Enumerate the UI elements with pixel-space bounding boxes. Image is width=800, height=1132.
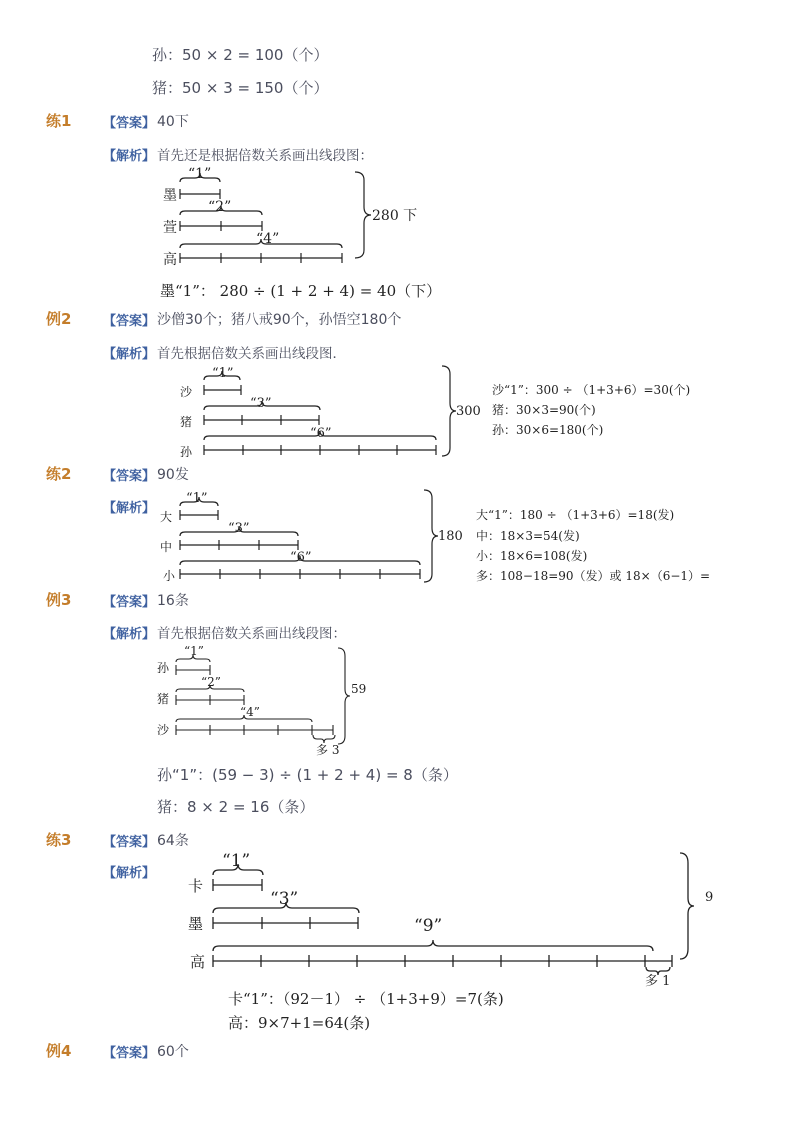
analysis-tag: 【解析】 xyxy=(103,501,156,516)
analysis-text: 首先根据倍数关系画出线段图： xyxy=(157,626,346,642)
solution-line: 孙“1”：(59 − 3) ÷ (1 + 2 + 4) = 8（条） xyxy=(157,766,458,784)
formula-line: 墨“1”： 280 ÷ (1 + 2 + 4) = 40（下） xyxy=(160,282,442,300)
answer-text: 40下 xyxy=(157,114,189,130)
analysis-tag: 【解析】 xyxy=(103,627,156,642)
formula-line: 高：9×7+1=64(条) xyxy=(228,1014,371,1032)
row-label: 孙 xyxy=(157,661,170,675)
row-label: 高 xyxy=(190,953,206,971)
bracket-label: “1” xyxy=(222,851,251,871)
answer-text: 64条 xyxy=(157,833,189,849)
bracket-label: “4” xyxy=(240,705,260,719)
analysis-tag: 【解析】 xyxy=(103,866,156,881)
total-label: 59 xyxy=(351,682,367,696)
total-label: 9 xyxy=(705,890,714,905)
bracket-label: “2” xyxy=(208,199,232,215)
note-line: 孙：30×6=180(个) xyxy=(492,423,604,437)
note-line: 中：18×3=54(发) xyxy=(476,529,580,543)
formula-line: 卡“1”：（92－1） ÷ （1+3+9）=7(条) xyxy=(228,990,504,1008)
bracket-label: “3” xyxy=(270,889,299,909)
total-label: 300 xyxy=(456,404,481,419)
note-line: 多：108−18=90（发）或 18×（6−1）= xyxy=(476,569,711,583)
solution-line: 猪：8 × 2 = 16（条） xyxy=(157,798,315,816)
row-label: 小 xyxy=(163,569,176,583)
row-label: 孙 xyxy=(180,445,193,459)
answer-text: 60个 xyxy=(157,1044,189,1060)
answer-text: 90发 xyxy=(157,467,189,483)
bracket-label: “6” xyxy=(310,426,332,441)
note-line: 大“1”：180 ÷ （1+3+6）=18(发) xyxy=(476,508,675,522)
bracket-label: “3” xyxy=(228,521,250,536)
solution-line: 孙：50 × 2 = 100（个） xyxy=(152,46,329,64)
total-label: 280 下 xyxy=(372,208,418,224)
bracket-label: “1” xyxy=(186,491,208,506)
analysis-tag: 【解析】 xyxy=(103,149,156,164)
answer-tag: 【答案】 xyxy=(103,314,156,329)
row-label: 墨 xyxy=(188,915,204,933)
analysis-tag: 【解析】 xyxy=(103,347,156,362)
extra-label: 多 1 xyxy=(645,974,671,989)
answer-tag: 【答案】 xyxy=(103,595,156,610)
row-label: 大 xyxy=(160,510,173,524)
row-label: 沙 xyxy=(157,723,170,737)
answer-tag: 【答案】 xyxy=(103,835,156,850)
analysis-text: 首先根据倍数关系画出线段图． xyxy=(157,346,346,362)
note-line: 小：18×6=108(发) xyxy=(476,549,588,563)
bracket-label: “1” xyxy=(212,366,234,381)
exercise-label: 练1 xyxy=(46,112,72,130)
answer-tag: 【答案】 xyxy=(103,116,156,131)
row-label: 猪 xyxy=(180,415,193,429)
analysis-text: 首先还是根据倍数关系画出线段图： xyxy=(157,148,373,164)
bracket-label: “3” xyxy=(250,396,272,411)
solution-line: 猪：50 × 3 = 150（个） xyxy=(152,79,329,97)
note-line: 猪：30×3=90(个) xyxy=(492,403,596,417)
row-label: 卡 xyxy=(188,877,204,895)
bracket-label: “9” xyxy=(414,916,443,936)
answer-tag: 【答案】 xyxy=(103,1046,156,1061)
row-label: 萱 xyxy=(163,220,177,236)
bracket-label: “1” xyxy=(188,166,212,182)
bracket-label: “2” xyxy=(201,675,221,689)
row-label: 猪 xyxy=(157,692,170,706)
bracket-label: “6” xyxy=(290,550,312,565)
extra-label: 多 3 xyxy=(316,743,340,757)
row-label: 高 xyxy=(163,252,177,268)
row-label: 墨 xyxy=(163,188,177,204)
note-line: 沙“1”：300 ÷ （1+3+6）=30(个) xyxy=(492,383,691,397)
answer-text: 沙僧30个；猪八戒90个，孙悟空180个 xyxy=(157,312,402,328)
bracket-label: “4” xyxy=(256,231,280,247)
bracket-label: “1” xyxy=(184,644,204,658)
exercise-label: 练2 xyxy=(46,465,72,483)
row-label: 沙 xyxy=(180,385,193,399)
row-label: 中 xyxy=(160,540,173,554)
answer-tag: 【答案】 xyxy=(103,469,156,484)
example-label: 例3 xyxy=(46,591,72,609)
example-label: 例4 xyxy=(46,1042,72,1060)
exercise-label: 练3 xyxy=(46,831,72,849)
total-label: 180 xyxy=(438,529,463,544)
example-label: 例2 xyxy=(46,310,72,328)
answer-text: 16条 xyxy=(157,593,189,609)
